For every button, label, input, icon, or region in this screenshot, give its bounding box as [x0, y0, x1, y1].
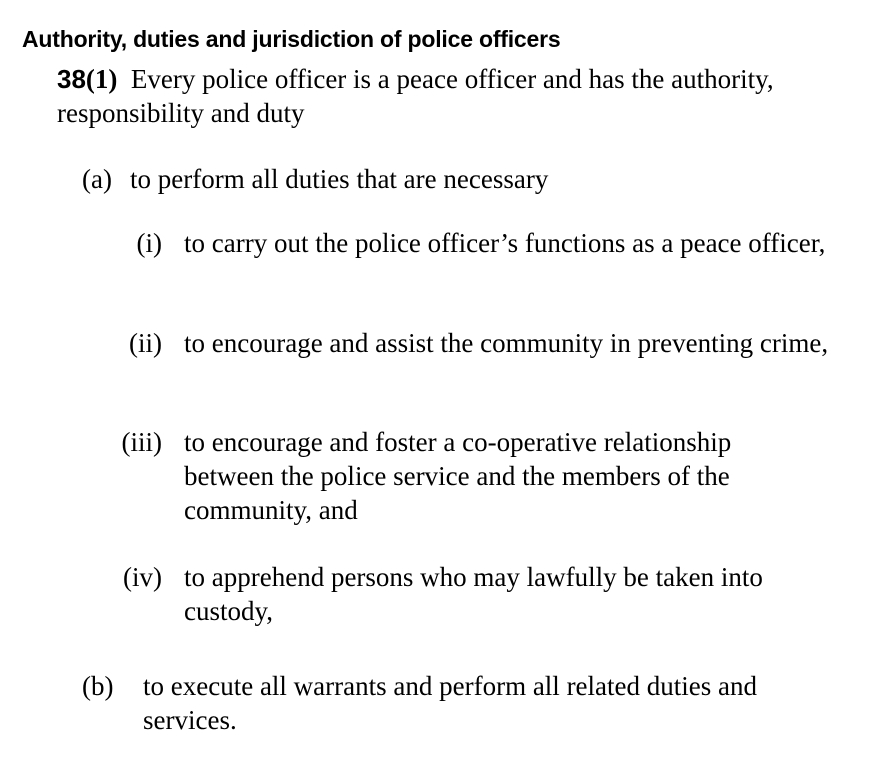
clause-text: to perform all duties that are necessary: [130, 164, 549, 194]
section-text: Every police officer is a peace officer and has the authority, responsibility and duty: [57, 64, 774, 128]
subclause-text: to carry out the police officer’s functions as a peace officer,: [184, 228, 826, 258]
subclause-ii: [100, 326, 834, 360]
subclause-iv: [100, 560, 844, 628]
subclause-iii: [100, 425, 814, 527]
clause-text: to execute all warrants and perform all related duties and services.: [143, 671, 757, 735]
clause-label: (b): [82, 671, 114, 701]
subclause-label: (i): [136, 228, 162, 258]
section-heading: Authority, duties and jurisdiction of police officers: [22, 26, 561, 52]
clause-label: (a): [82, 164, 112, 194]
subsection-number: (1): [85, 64, 118, 94]
clause-b: [82, 669, 843, 737]
subclause-text: to encourage and foster a co-operative relationship between the police service and the members of the community, and: [184, 427, 732, 525]
section-38-1: [57, 62, 877, 130]
subclause-label: (ii): [129, 328, 162, 358]
subclause-i: [100, 226, 834, 260]
subclause-label: (iv): [123, 562, 162, 592]
subclause-label: (iii): [121, 427, 162, 457]
clause-a: [82, 162, 830, 196]
subclause-text: to encourage and assist the community in preventing crime,: [184, 328, 829, 358]
section-number: 38: [57, 64, 86, 94]
subclause-text: to apprehend persons who may lawfully be taken into custody,: [184, 562, 763, 626]
